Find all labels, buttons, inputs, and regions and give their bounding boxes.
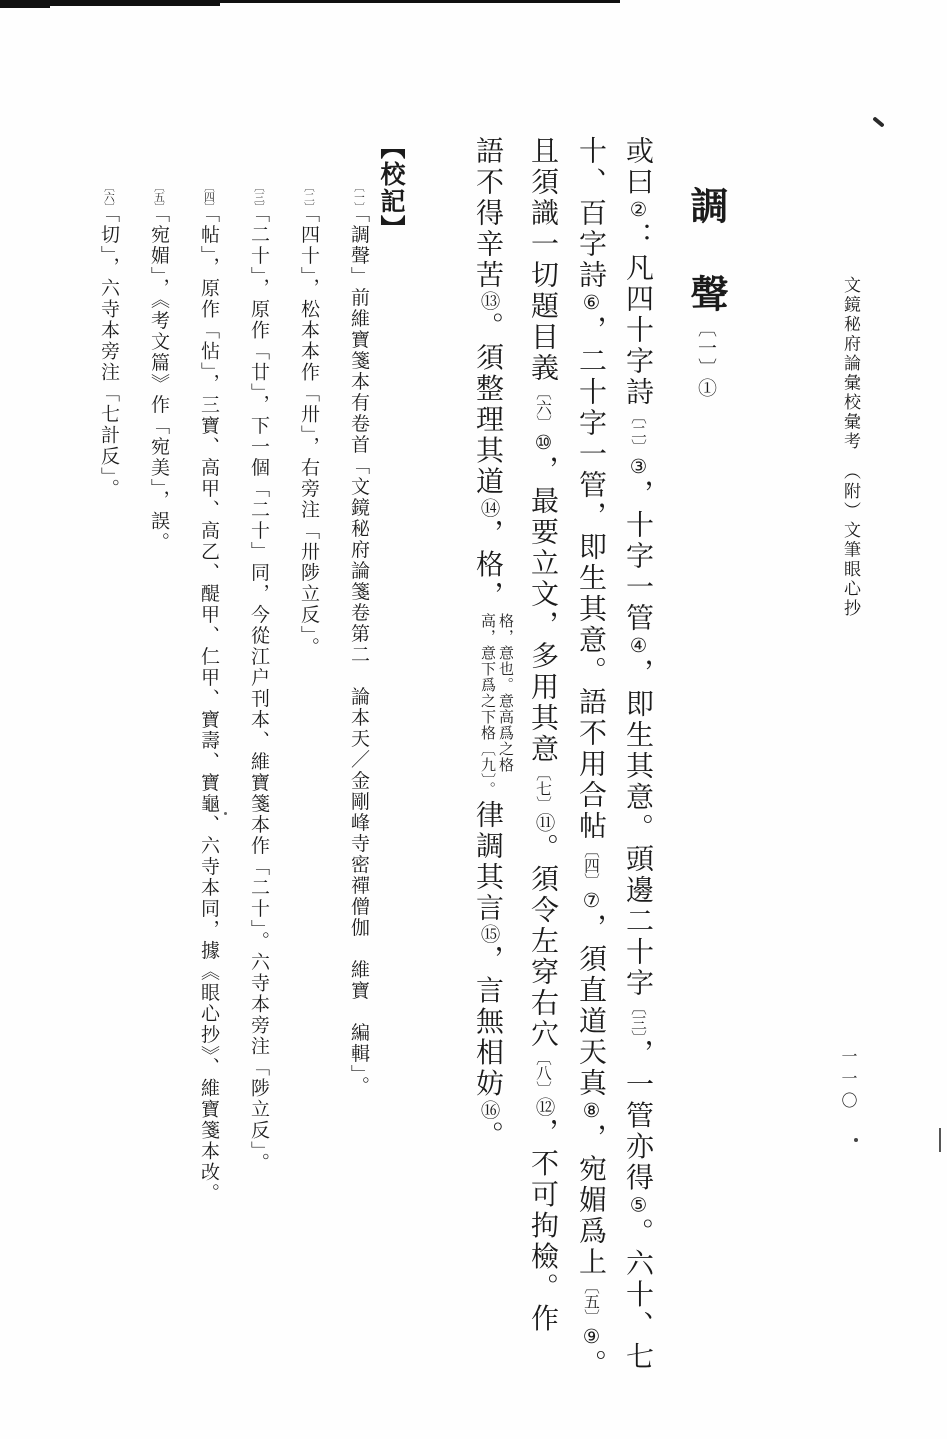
- scan-artifact-comma-mark: [872, 116, 885, 127]
- section-title-ref: 〔一〕①: [695, 318, 716, 398]
- collation-note-4: 〔四〕「帖」，原作「怗」，三寶、高甲、高乙、醍甲、仁甲、寶壽、寶龜、六寺本同，據《眼心抄》、維寶箋本改。: [198, 181, 219, 1204]
- scan-artifact-edge-tick: [939, 1128, 941, 1152]
- page-number: 一一〇: [839, 1048, 856, 1114]
- collation-note-3: 〔三〕「二十」，原作「廿」，下一個「二十」同，今從江户刊本、維寶箋本作「二十」。六寺本旁注「陟立反」。: [248, 181, 269, 1174]
- scan-artifact-top-line: [0, 0, 620, 3]
- collation-note-5: 〔五〕「宛媚」，《考文篇》作「宛美」，誤。: [148, 181, 169, 553]
- main-text-column-4: [466, 136, 514, 1151]
- collation-note-2: 〔二〕「四十」，松本本作「卅」，右旁注「卅陟立反」。: [298, 181, 319, 658]
- main-text-after-gloss: 律調其言⑮，言無相妨⑯。: [472, 799, 503, 1151]
- section-title-text: 調 聲: [684, 186, 726, 318]
- interlinear-gloss: [478, 613, 514, 798]
- section-title: [678, 186, 733, 398]
- scan-artifact-dot: [854, 1138, 858, 1142]
- interlinear-gloss-right-line: 格，意也。意高爲之格: [497, 613, 513, 774]
- interlinear-gloss-left-line: 高，意下爲之下格〔九〕。: [479, 613, 495, 798]
- collation-note-1: 〔一〕「調聲」前維寶箋本有卷首「文鏡秘府論箋卷第二 論本天／金剛峰寺密禪僧伽 維寶 編輯」。: [348, 181, 369, 1097]
- collation-header: 【校記】: [377, 134, 404, 242]
- collation-note-6: 〔六〕「切」，六寺本旁注「七計反」。: [98, 181, 119, 500]
- main-text-column-2: 十、百字詩⑥，二十字一管，即生其意。語不用合帖〔四〕⑦，須直道天真⑧，宛媚爲上〔五〕⑨。: [575, 136, 606, 1381]
- running-head: 文鏡秘府論彙校彙考 （附）文筆眼心抄: [841, 276, 860, 619]
- main-text-before-gloss: 語不得辛苦⑬。須整理其道⑭，格，: [472, 136, 503, 612]
- main-text-column-1: 或曰②：凡四十字詩〔二〕③，十字一管④，即生其意。頭邊二十字〔三〕，一管亦得⑤。六十、七: [622, 136, 653, 1373]
- main-text-column-3: 且須識一切題目義〔六〕⑩，最要立文，多用其意〔七〕⑪。須令左穿右穴〔八〕⑫，不可拘檢。作: [527, 136, 558, 1335]
